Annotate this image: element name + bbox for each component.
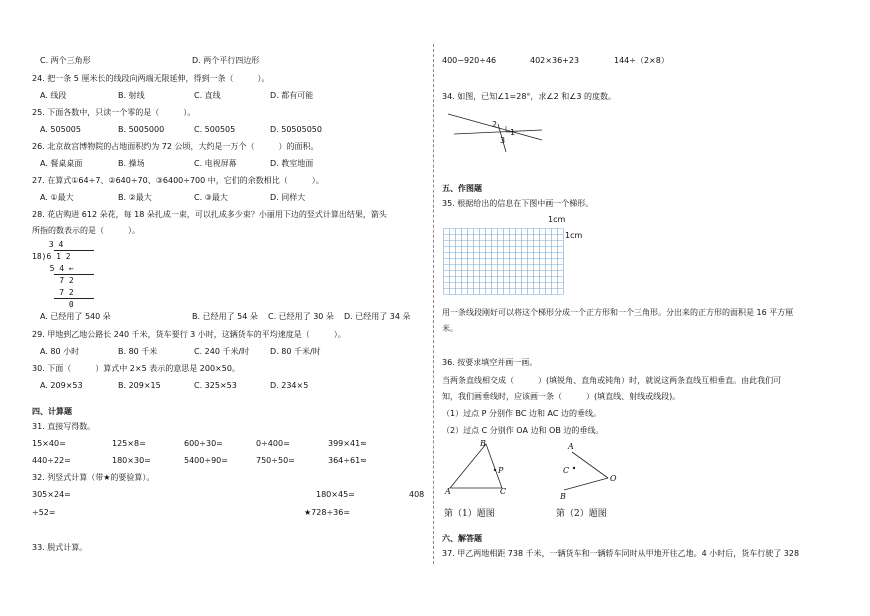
q26-option-a: A. 餐桌桌面 bbox=[40, 159, 83, 168]
vm-step1: 5 4 ← bbox=[40, 264, 74, 273]
question-26: 26. 北京故宫博物院的占地面积约为 72 公顷，大约是一万个（ ）的面积。 bbox=[32, 142, 319, 151]
q27-option-c: C. ③最大 bbox=[194, 193, 228, 202]
expr-2: 402×36+23 bbox=[530, 56, 580, 65]
vm-bar bbox=[54, 298, 94, 299]
angle-label-1: 1 bbox=[510, 128, 516, 137]
q24-option-c: C. 直线 bbox=[194, 91, 221, 100]
vm-step3: 7 2 bbox=[40, 288, 74, 297]
unit-label-side: 1cm bbox=[565, 231, 583, 240]
q25-option-b: B. 5005000 bbox=[118, 125, 165, 134]
question-28-line2: 所指的数表示的是（ ）。 bbox=[32, 226, 140, 235]
angle-label-3: 3 bbox=[500, 136, 506, 145]
point-a-2: A bbox=[568, 442, 574, 451]
option-d-prev: D. 两个平行四边形 bbox=[192, 56, 260, 65]
drawing-grid bbox=[443, 228, 565, 298]
q36-sub-1: （1）过点 P 分别作 BC 边和 AC 边的垂线。 bbox=[442, 409, 602, 418]
question-28-line1: 28. 花店购进 612 朵花，每 18 朵扎成一束，可以扎成多少束？小丽用下边的竖式计算出结果，箭头 bbox=[32, 210, 387, 219]
q29-option-d: D. 80 千米/时 bbox=[270, 347, 321, 356]
question-25: 25. 下面各数中，只读一个零的是（ ）。 bbox=[32, 108, 196, 117]
column-calc-4: ★728÷36= bbox=[304, 508, 351, 517]
q25-option-a: A. 505005 bbox=[40, 125, 81, 134]
vm-bar bbox=[54, 274, 94, 275]
question-31: 31. 直接写得数。 bbox=[32, 422, 96, 431]
point-b-1: B bbox=[480, 439, 486, 448]
q29-option-a: A. 80 小时 bbox=[40, 347, 80, 356]
expr-1: 400−920÷46 bbox=[442, 56, 497, 65]
angle-label-2: 2 bbox=[492, 120, 498, 129]
caption-1: 第（1）题图 bbox=[444, 509, 495, 519]
vm-bar bbox=[54, 250, 94, 251]
q26-option-c: C. 电视屏幕 bbox=[194, 159, 237, 168]
unit-label-top: 1cm bbox=[548, 215, 566, 224]
caption-2: 第（2）题图 bbox=[556, 509, 607, 519]
calc-10: 364÷61≈ bbox=[328, 456, 367, 465]
question-24: 24. 把一条 5 厘米长的线段向两端无限延伸，得到一条（ ）。 bbox=[32, 74, 270, 83]
calc-1: 15×40= bbox=[32, 439, 66, 448]
section-4-title: 四、计算题 bbox=[32, 407, 72, 416]
vm-remainder: 0 bbox=[40, 300, 74, 309]
question-34: 34. 如图，已知∠1=28°，求∠2 和∠3 的度数。 bbox=[442, 92, 617, 101]
q30-option-a: A. 209×53 bbox=[40, 381, 83, 390]
q35-text-line1: 用一条线段刚好可以将这个梯形分成一个正方形和一个三角形。分出来的正方形的面积是 16 平方厘 bbox=[442, 308, 794, 317]
point-c-2: C bbox=[563, 466, 570, 475]
q36-text-line2: 知，我们画垂线时，应该画一条（ ）(填直线、射线或线段)。 bbox=[442, 392, 681, 401]
vertical-division bbox=[32, 238, 102, 308]
point-c-1: C bbox=[500, 487, 507, 496]
vm-step2: 7 2 bbox=[40, 276, 74, 285]
q27-option-b: B. ②最大 bbox=[118, 193, 152, 202]
q27-option-d: D. 同样大 bbox=[270, 193, 306, 202]
q25-option-c: C. 500505 bbox=[194, 125, 236, 134]
q28-option-b: B. 已经用了 54 朵 bbox=[192, 312, 258, 321]
question-33: 33. 脱式计算。 bbox=[32, 543, 88, 552]
q29-option-b: B. 80 千米 bbox=[118, 347, 158, 356]
q25-option-d: D. 50505050 bbox=[270, 125, 322, 134]
column-calc-1: 305×24= bbox=[32, 490, 71, 499]
column-calc-3b: ÷52= bbox=[32, 508, 56, 517]
q28-option-d: D. 已经用了 34 朵 bbox=[344, 312, 411, 321]
question-27: 27. 在算式①64÷7、②640÷70、③6400÷700 中，它们的余数相比（ ）。 bbox=[32, 176, 324, 185]
q27-option-a: A. ①最大 bbox=[40, 193, 74, 202]
grid-lines bbox=[443, 228, 565, 296]
vm-quotient: 3 4 bbox=[44, 240, 64, 249]
point-o: O bbox=[610, 474, 617, 483]
calc-3: 600÷30= bbox=[184, 439, 223, 448]
section-5-title: 五、作图题 bbox=[442, 184, 482, 193]
calc-8: 5400÷90= bbox=[184, 456, 228, 465]
q29-option-c: C. 240 千米/时 bbox=[194, 347, 250, 356]
q30-option-d: D. 234×5 bbox=[270, 381, 309, 390]
calc-4: 0÷400= bbox=[256, 439, 290, 448]
q36-sub-2: （2）过点 C 分别作 OA 边和 OB 边的垂线。 bbox=[442, 426, 604, 435]
vm-dividend: 18)6 1 2 bbox=[32, 252, 71, 261]
option-c-prev: C. 两个三角形 bbox=[40, 56, 91, 65]
calc-9: 750÷50= bbox=[256, 456, 295, 465]
q26-option-b: B. 操场 bbox=[118, 159, 145, 168]
q24-option-a: A. 线段 bbox=[40, 91, 67, 100]
q28-option-a: A. 已经用了 540 朵 bbox=[40, 312, 111, 321]
column-calc-2: 180×45= bbox=[316, 490, 355, 499]
calc-6: 440÷22= bbox=[32, 456, 71, 465]
question-30: 30. 下面（ ）算式中 2×5 表示的意思是 200×50。 bbox=[32, 364, 240, 373]
q30-option-b: B. 209×15 bbox=[118, 381, 161, 390]
point-a-1: A bbox=[445, 487, 451, 496]
calc-2: 125×8= bbox=[112, 439, 146, 448]
column-calc-3a: 408 bbox=[409, 490, 425, 499]
q36-text-line1: 当两条直线相交成（ ）(填锐角、直角或钝角）时，就说这两条直线互相垂直。由此我们可 bbox=[442, 376, 782, 385]
question-36: 36. 按要求填空并画一画。 bbox=[442, 358, 538, 367]
question-32: 32. 列竖式计算（带★的要验算）。 bbox=[32, 473, 155, 482]
q30-option-c: C. 325×53 bbox=[194, 381, 237, 390]
q26-option-d: D. 教室地面 bbox=[270, 159, 314, 168]
calc-5: 399×41≈ bbox=[328, 439, 367, 448]
question-37: 37. 甲乙两地相距 738 千米，一辆货车和一辆轿车同时从甲地开往乙地。4 小时后，货车行驶了 328 bbox=[442, 549, 800, 558]
point-b-2: B bbox=[560, 492, 566, 501]
q24-option-b: B. 射线 bbox=[118, 91, 145, 100]
section-6-title: 六、解答题 bbox=[442, 534, 482, 543]
point-p: P bbox=[498, 466, 504, 475]
column-divider bbox=[433, 44, 434, 564]
q35-text-line2: 米。 bbox=[442, 324, 458, 333]
q28-option-c: C. 已经用了 30 朵 bbox=[268, 312, 334, 321]
expr-3: 144÷（2×8） bbox=[614, 56, 669, 65]
question-35: 35. 根据给出的信息在下图中画一个梯形。 bbox=[442, 199, 594, 208]
q24-option-d: D. 都有可能 bbox=[270, 91, 314, 100]
question-29: 29. 甲地到乙地公路长 240 千米，货车要行 3 小时，这辆货车的平均速度是（ ）。 bbox=[32, 330, 346, 339]
calc-7: 180×30= bbox=[112, 456, 151, 465]
